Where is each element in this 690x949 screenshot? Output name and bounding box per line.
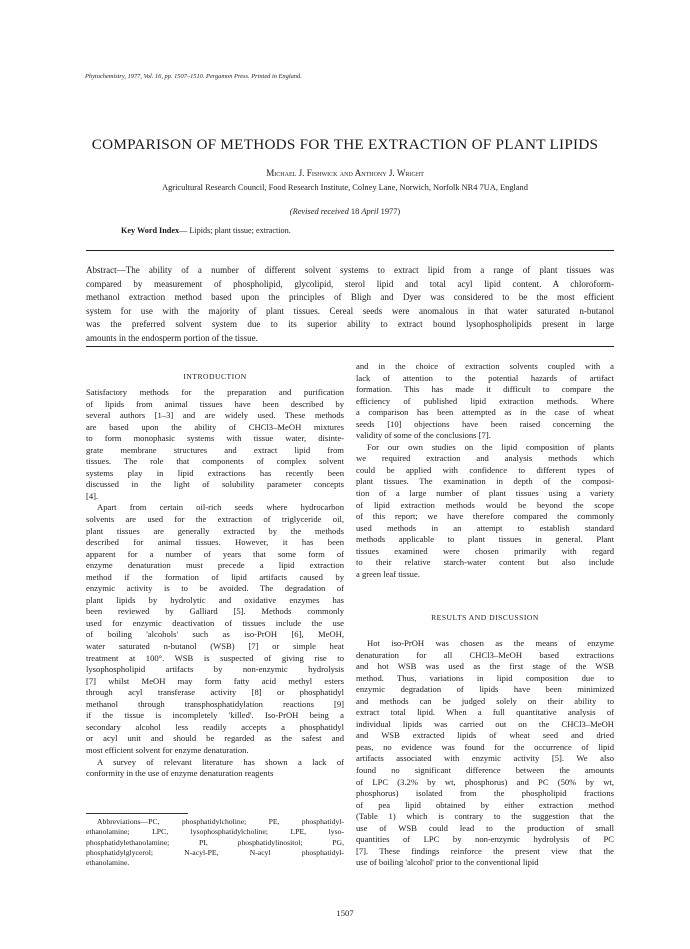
left-column-line: secondary alcohol less readily accepts a phosphatidyl: [86, 721, 344, 732]
left-column-line: solvents are used for the extraction of triglyceride oil,: [86, 514, 344, 525]
right-column-line: use of boiling 'alcohol' prior to the conventional lipid: [356, 857, 539, 868]
left-column-line: tissues. The role that components of complex solvent: [86, 456, 344, 467]
abbreviation-line: phosphatidylethanolamine; PI, phosphatidylinositol; PG,: [86, 837, 344, 847]
keywords-label: Key Word Index: [121, 226, 180, 235]
left-column-line: plant tissues are generally extracted by the methods: [86, 525, 344, 536]
right-column-line: use of WSB could lead to the production of small: [356, 822, 614, 833]
right-column-line: of this report; we have therefore compared the commonly: [356, 511, 614, 522]
right-column-line: of pea lipid obtained by either extraction method: [356, 799, 614, 810]
introduction-heading: INTRODUCTION: [183, 372, 247, 381]
abstract-top-rule: [86, 250, 614, 251]
left-column-line: Apart from certain oil-rich seeds where hydrocarbon: [97, 502, 344, 513]
abbreviations-footnote: [86, 817, 344, 868]
abbreviation-line: Abbreviations—PC, phosphatidylcholine; PE, phosphatidyl-: [97, 817, 344, 826]
left-column-line: are based upon the ability of CHCl3–MeOH mixtures: [86, 421, 344, 432]
revised-prefix: (Revised received: [289, 207, 349, 216]
left-column-line: grate membrane structures and extract lipid from: [86, 444, 344, 455]
left-column-line: discussed in the light of solubility parameter concepts: [86, 479, 344, 490]
left-column-line: most efficient solvent for enzyme denaturation.: [86, 744, 249, 755]
abstract: [86, 264, 614, 346]
revised-date: [0, 207, 690, 216]
left-column-line: treatment at 100°. WSB is suspected of giving rise to: [86, 652, 344, 663]
right-column-line: quantities of LPC by non-enzymic hydrolysis of PC: [356, 834, 614, 845]
abstract-line: methanol extraction method based upon the principles of Bligh and Dyer was considered to be the most efficient: [86, 292, 614, 303]
keywords: [121, 226, 291, 235]
revised-month: April: [361, 207, 379, 216]
right-column-line: enzymic degradation of lipids have been minimized: [356, 684, 614, 695]
left-column-line: if the tissue is incompletely 'killed'. Iso-PrOH being a: [86, 710, 344, 721]
left-column-line: enzymic activity is to be avoided. The degradation of: [86, 583, 344, 594]
right-column-line: plant tissues. The examination in depth of the composi-: [356, 476, 614, 487]
abbreviation-line: ethanolamine; LPC, lysophosphatidylcholine; LPE, lyso-: [86, 827, 344, 837]
left-column-line: several authors [1–3] and are widely used. These methods: [86, 410, 344, 421]
abbreviation-line: ethanolamine.: [86, 858, 130, 868]
right-column-line: to their relative starch-water content but also include: [356, 557, 614, 568]
right-column-line: tion of a large number of plant tissues using a variety: [356, 488, 614, 499]
abstract-line: compared by measurement of phospholipid, glycolipid, sterol lipid and total acyl lipid content. A chloroform-: [86, 278, 614, 289]
left-column-line: methanol through transphosphatidylation reactions [9]: [86, 698, 344, 709]
revised-day: 18: [350, 207, 360, 216]
right-column-line: method. Thus, variations in lipid composition due to: [356, 672, 614, 683]
left-column-line: through acyl transferase activity [8] or phosphatidyl: [86, 687, 344, 698]
right-column-line: methods applicable to plant tissues in general. Plant: [356, 534, 614, 545]
left-column-line: or acyl unit and should be regarded as the safest and: [86, 733, 344, 744]
right-column-line: extract total lipid. When a full quantitative analysis of: [356, 707, 614, 718]
affiliation: Agricultural Research Council, Food Research Institute, Colney Lane, Norwich, Norfolk NR4 7UA, England: [162, 183, 528, 192]
footnote-rule: [86, 813, 188, 814]
left-column: [86, 387, 344, 780]
right-column-line: of lipid extraction methods would be beyond the scope: [356, 499, 614, 510]
paper-title: COMPARISON OF METHODS FOR THE EXTRACTION OF PLANT LIPIDS: [91, 136, 599, 153]
right-column-bottom: [356, 638, 614, 869]
right-column-line: could be applied with confidence to different types of: [356, 464, 614, 475]
results-heading: RESULTS AND DISCUSSION: [431, 613, 539, 622]
left-column-line: lysophospholipid artifacts by non-enzymic hydrolysis: [86, 664, 344, 675]
left-column-line: systems play in lipid extractions has recently been: [86, 467, 344, 478]
right-column-line: phosphorus) isolated from the phospholipid fractions: [356, 788, 614, 799]
left-column-line: [4].: [86, 490, 99, 501]
left-column-line: described for animal tissues. However, it has been: [86, 537, 344, 548]
abstract-line: was the preferred solvent system due to its superior ability to extract bound lysophospholipids present in large: [86, 319, 614, 330]
right-column-line: and in the choice of extraction solvents coupled with a: [356, 361, 614, 371]
right-column-line: efficiency of published lipid extraction methods. Where: [356, 395, 614, 406]
right-column-line: a comparison has been attempted as in the case of wheat: [356, 407, 614, 418]
left-column-line: Satisfactory methods for the preparation and purification: [86, 387, 344, 397]
right-column-line: (Table 1) which is contrary to the suggestion that the: [356, 811, 614, 822]
left-column-line: enzyme denaturation must precede a lipid extraction: [86, 560, 344, 571]
right-column-line: used methods in an attempt to establish standard: [356, 522, 614, 533]
abbreviation-line: phosphatidylglycerol; N-acyl-PE, N-acyl phosphatidyl-: [86, 847, 344, 857]
left-column-line: [7] whilst MeOH may form fatty acid methyl esters: [86, 675, 344, 686]
right-column-line: and methods can be judged solely on their ability to: [356, 695, 614, 706]
abstract-bottom-rule: [86, 346, 614, 347]
right-column-line: denaturation for all CHCl3–MeOH based extractions: [356, 649, 614, 660]
abstract-line: Abstract—The ability of a number of different solvent systems to extract lipid from a range of plant tissues was: [86, 265, 614, 275]
left-column-line: conformity in the use of enzyme denaturation reagents: [86, 768, 274, 779]
right-column-line: [7]. These findings reinforce the present view that the: [356, 845, 614, 856]
right-column-line: validity of some of the conclusions [7].: [356, 430, 491, 441]
right-column-line: peas, no evidence was found for the occurrence of lipid: [356, 741, 614, 752]
right-column-line: tissues examined were chosen primarily with regard: [356, 545, 614, 556]
right-column-line: formation. This has made it difficult to compare the: [356, 384, 614, 395]
right-column-line: seeds [10] objections have been raised concerning the: [356, 418, 614, 429]
right-column-line: a green leaf tissue.: [356, 568, 420, 579]
right-column-line: artifacts associated with enzymic activity [5]. We also: [356, 753, 614, 764]
right-column-line: individual lipids was carried out on the CHCl3–MeOH: [356, 718, 614, 729]
right-column-line: of LPC (3.2% by wt, phosphorus) and PC (50% by wt,: [356, 776, 614, 787]
left-column-line: A survey of relevant literature has shown a lack of: [97, 756, 344, 767]
abstract-line: system for use with the majority of plant tissues. Cereal seeds were anomalous in that water saturated n-butanol: [86, 305, 614, 316]
left-column-line: apparent for a number of years that some form of: [86, 548, 344, 559]
right-column-line: Hot iso-PrOH was chosen as the means of enzyme: [367, 638, 614, 648]
left-column-line: method if the formation of lipid artifacts caused by: [86, 571, 344, 582]
left-column-line: to form monophasic systems with tissue water, disinte-: [86, 433, 344, 444]
right-column-line: lack of attention to the potential hazards of artifact: [356, 372, 614, 383]
page-number: 1507: [336, 908, 354, 918]
abstract-line: amounts in the endosperm portion of the tissue.: [86, 332, 258, 343]
right-column-line: and WSB extracted lipids of wheat seed and dried: [356, 730, 614, 741]
left-column-line: used for enzymic deactivation of tissues include the use: [86, 617, 344, 628]
journal-citation: Phytochemistry, 1977, Vol. 16, pp. 1507–1510. Pergamon Press. Printed in England.: [85, 73, 302, 80]
keywords-text: — Lipids; plant tissue; extraction.: [179, 226, 291, 235]
right-column-line: and hot WSB was used as the first stage of the WSB: [356, 661, 614, 672]
left-column-line: of lipids from animal tissues have been described by: [86, 398, 344, 409]
revised-year: 1977): [380, 207, 401, 216]
right-column-line: found no significant difference between the amounts: [356, 765, 614, 776]
left-column-line: of boiling 'alcohols' such as iso-PrOH [6], MeOH,: [86, 629, 344, 640]
authors: Michael J. Fishwick and Anthony J. Wright: [266, 168, 424, 178]
right-column-line: we required extraction and analysis methods which: [356, 453, 614, 464]
left-column-line: water saturated n-butanol (WSB) [7] or simple heat: [86, 641, 344, 652]
right-column-line: For our own studies on the lipid composition of plants: [367, 441, 614, 452]
left-column-line: plant lipids by hydrolytic and oxidative enzymes has: [86, 594, 344, 605]
left-column-line: been reviewed by Galliard [5]. Methods commonly: [86, 606, 344, 617]
right-column-top: [356, 361, 614, 580]
